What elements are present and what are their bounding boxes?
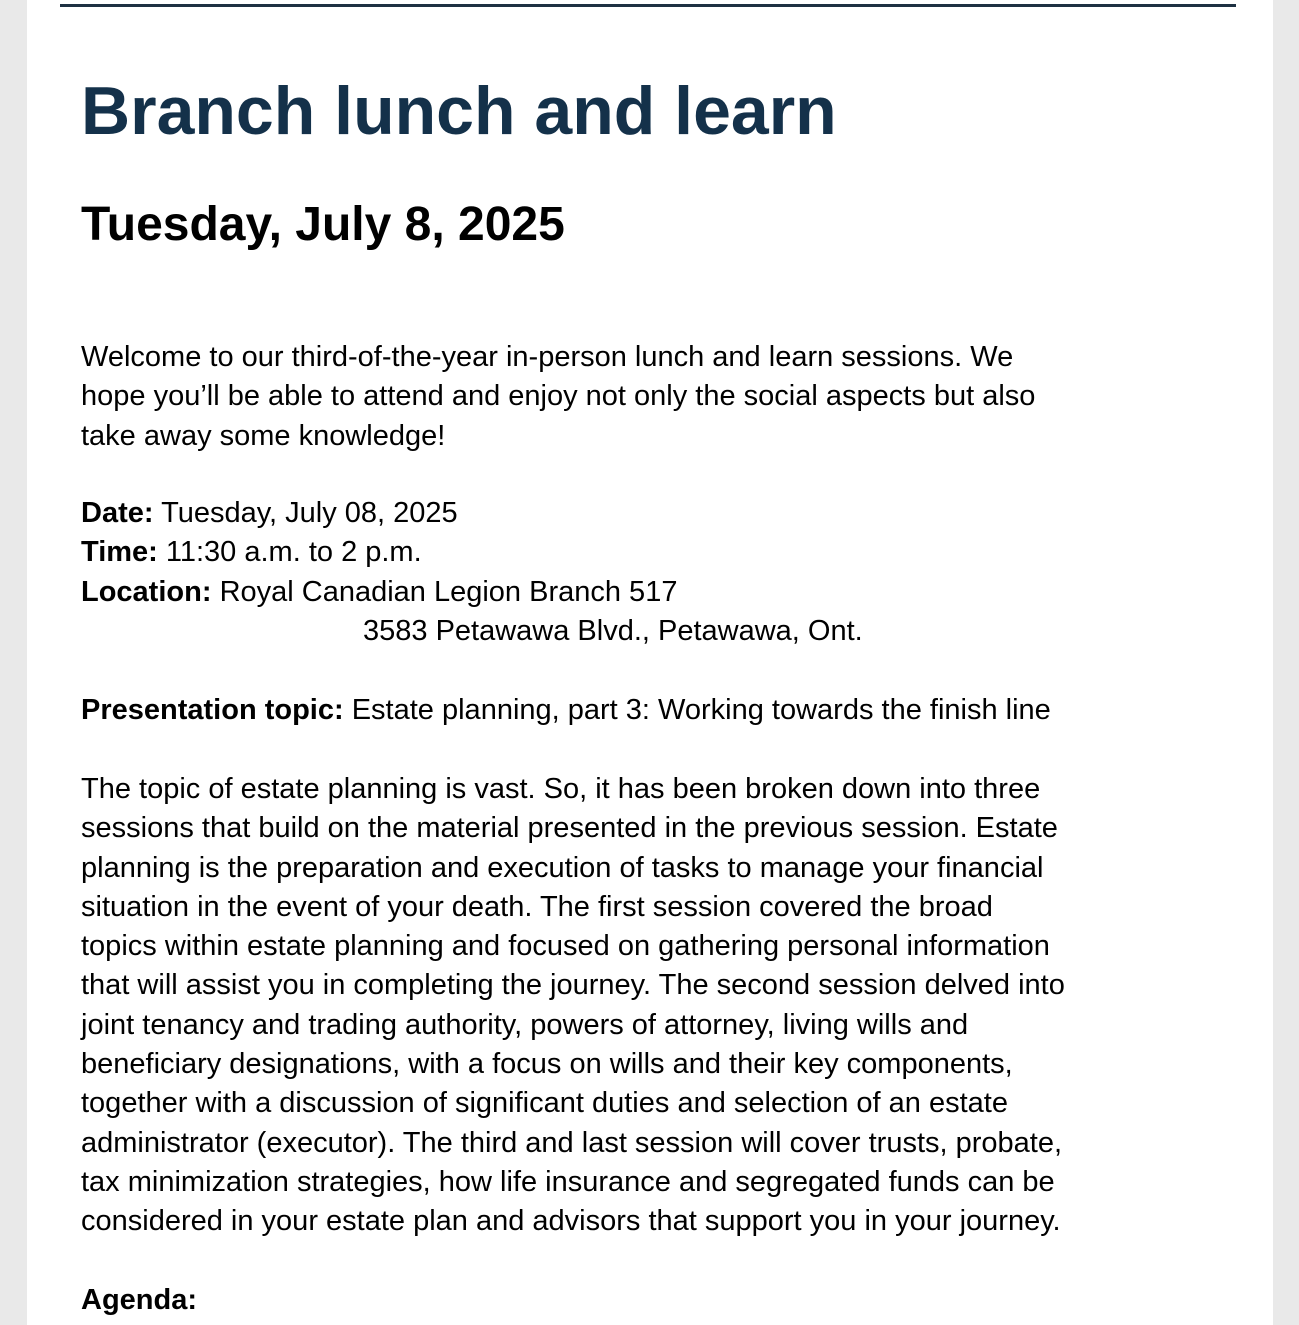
description-line: situation in the event of your death. The first session covered the broad [81,890,993,923]
description-line: joint tenancy and trading authority, powers of attorney, living wills and [81,1008,969,1041]
location-label: Location: [81,575,212,608]
page-title: Branch lunch and learn [81,73,837,149]
topic-label: Presentation topic: [81,694,344,726]
intro-line: take away some knowledge! [81,419,446,452]
description-line: planning is the preparation and execution of tasks to manage your financial [81,851,1044,884]
event-date-heading: Tuesday, July 8, 2025 [81,198,565,251]
description-line: beneficiary designations, with a focus on wills and their key components, [81,1048,1013,1081]
description-line: administrator (executor). The third and last session will cover trusts, probate, [81,1126,1063,1159]
description-line: tax minimization strategies, how life insurance and segregated funds can be [81,1165,1055,1198]
intro-line: hope you’ll be able to attend and enjoy not only the social aspects but also [81,380,1036,413]
description-line: topics within estate planning and focused on gathering personal information [81,930,1050,963]
description-line: The topic of estate planning is vast. So, it has been broken down into three [81,773,1041,805]
description-line: sessions that build on the material presented in the previous session. Estate [81,812,1058,845]
time-value: 11:30 a.m. to 2 p.m. [165,536,422,569]
presentation-topic [81,691,1231,730]
description-line: considered in your estate plan and advisors that support you in your journey. [81,1205,1061,1238]
topic-value: Estate planning, part 3: Working towards the finish line [351,694,1051,726]
location-line-1: Royal Canadian Legion Branch 517 [219,575,678,608]
document-page [27,0,1273,1325]
time-label: Time: [81,536,158,569]
agenda-heading: Agenda: [81,1284,197,1316]
date-label: Date: [81,497,154,529]
location-line-2: 3583 Petawawa Blvd., Petawawa, Ont. [363,614,863,647]
date-row [81,494,1231,533]
top-divider [60,4,1236,7]
description-paragraph [81,770,1231,1242]
location-address-row [81,612,1231,651]
time-row [81,533,1231,572]
location-row [81,573,1231,612]
intro-paragraph [81,338,1231,456]
intro-line: Welcome to our third-of-the-year in-person lunch and learn sessions. We [81,341,1014,373]
description-line: that will assist you in completing the journey. The second session delved into [81,969,1065,1002]
event-details [81,494,1231,651]
description-line: together with a discussion of significant duties and selection of an estate [81,1087,1008,1120]
date-value: Tuesday, July 08, 2025 [161,497,458,529]
